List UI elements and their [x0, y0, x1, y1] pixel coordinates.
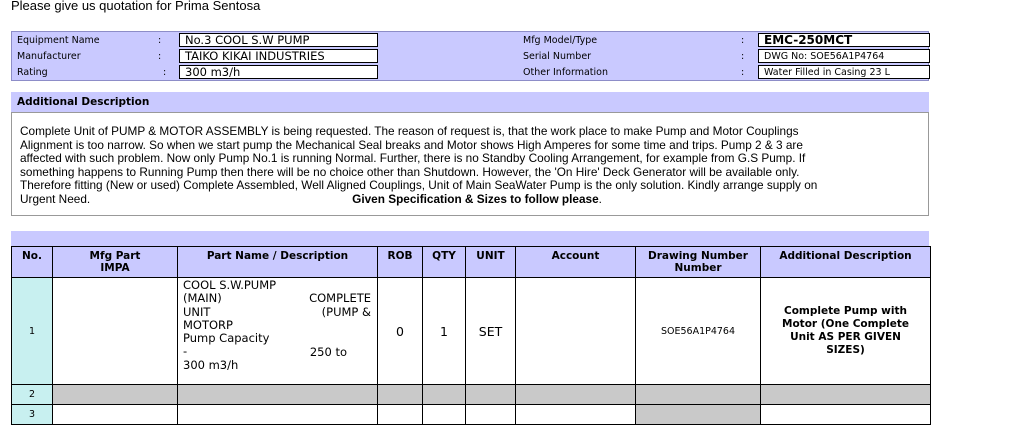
- description-period: .: [598, 191, 602, 206]
- part-line-left: (MAIN): [183, 291, 222, 306]
- description-line: Complete Unit of PUMP & MOTOR ASSEMBLY is being requested. The reason of request is, that the work place to make Pump and Motor Couplings: [20, 124, 799, 138]
- section-separator: [11, 231, 929, 246]
- mfg-part-cell[interactable]: [53, 405, 178, 425]
- table-row: [12, 405, 931, 425]
- header-no: No.: [12, 247, 53, 278]
- serial-number-label: Serial Number: [523, 51, 592, 62]
- additional-description-text: [20, 125, 920, 207]
- part-line-left: UNIT: [183, 304, 211, 319]
- description-line: something happens to Running Pump then there will be no choice other than Shutdown. However, the 'On Hire' Deck Generator will be available only.: [20, 164, 800, 179]
- header-unit: UNIT: [466, 247, 516, 278]
- rating-label: Rating: [17, 67, 48, 78]
- account-cell[interactable]: [516, 405, 636, 425]
- mfg-part-cell[interactable]: [53, 385, 178, 405]
- drawing-number-cell[interactable]: [636, 405, 761, 425]
- table-row: [12, 385, 931, 405]
- colon: :: [158, 51, 162, 62]
- rating-value: 300 m3/h: [179, 65, 378, 79]
- part-description-cell[interactable]: [178, 385, 378, 405]
- rob-cell[interactable]: [378, 405, 423, 425]
- part-line: [183, 346, 371, 359]
- qty-cell: 1: [423, 278, 466, 385]
- unit-cell: SET: [466, 278, 516, 385]
- unit-cell[interactable]: [466, 405, 516, 425]
- equipment-row-2: [12, 49, 928, 64]
- header-mfg-part-line1: Mfg Part: [89, 250, 141, 262]
- additional-description-box: [11, 112, 929, 216]
- header-rob: ROB: [378, 247, 423, 278]
- account-cell[interactable]: [516, 385, 636, 405]
- mfg-part-cell[interactable]: [53, 278, 178, 385]
- qty-cell[interactable]: [423, 385, 466, 405]
- equipment-info-panel: [11, 31, 929, 81]
- colon: :: [741, 51, 745, 62]
- row-number: 3: [12, 405, 53, 425]
- part-line: COOL S.W.PUMP: [183, 278, 277, 292]
- part-description-cell: [178, 278, 378, 385]
- qty-cell[interactable]: [423, 405, 466, 425]
- description-line: affected with such problem. Now only Pump No.1 is running Normal. Further, there is no Standby Cooling Arrangement, for example from G.S Pump. If: [20, 151, 806, 166]
- header-mfg-part-line2: IMPA: [100, 262, 130, 274]
- header-account: Account: [516, 247, 636, 278]
- manufacturer-label: Manufacturer: [17, 51, 81, 62]
- mfg-model-value: EMC-250MCT: [758, 33, 930, 47]
- description-bold-note: Given Specification & Sizes to follow please: [352, 191, 599, 206]
- drawing-number-cell: SOE56A1P4764: [636, 278, 761, 385]
- part-line-right: 250 to: [309, 344, 347, 359]
- equipment-row-1: [12, 33, 928, 48]
- description-line: Therefore fitting (New or used) Complete Assembled, Well Aligned Couplings, Unit of Main SeaWater Pump is the only solution. Kindly arrange supply on: [20, 178, 818, 193]
- header-drawing-line1: Drawing Number: [648, 250, 748, 262]
- part-line: MOTORP: [183, 317, 233, 332]
- page-heading: Please give us quotation for Prima Sentosa: [11, 0, 261, 13]
- mfg-model-label: Mfg Model/Type: [523, 35, 598, 46]
- part-line: 300 m3/h: [183, 358, 239, 373]
- description-urgent: Urgent Need.: [20, 191, 91, 206]
- part-line-right: (PUMP &: [321, 304, 371, 319]
- equipment-name-label: Equipment Name: [17, 35, 100, 46]
- header-mfg-part: [53, 247, 178, 278]
- additional-description-cell[interactable]: [761, 385, 931, 405]
- part-line-right: COMPLETE: [309, 291, 371, 306]
- colon: :: [163, 67, 167, 78]
- other-information-value: Water Filled in Casing 23 L: [758, 65, 930, 79]
- additional-description-heading: Additional Description: [11, 92, 929, 112]
- rob-cell[interactable]: [378, 385, 423, 405]
- table-row: [12, 278, 931, 385]
- header-drawing-line2: Number: [674, 262, 722, 274]
- description-line: Alignment is too narrow. So when we start pump the Mechanical Seal breaks and Motor shows High Amperes for some time and trips. Pump 2 & 3 are: [20, 137, 803, 152]
- header-part-name: Part Name / Description: [178, 247, 378, 278]
- colon: :: [741, 35, 745, 46]
- parts-table: [11, 246, 931, 425]
- rob-cell: 0: [378, 278, 423, 385]
- row-number: 1: [12, 278, 53, 385]
- header-qty: QTY: [423, 247, 466, 278]
- additional-description-cell: Complete Pump with Motor (One Complete Unit AS PER GIVEN SIZES): [761, 278, 931, 385]
- part-line-dash: -: [183, 344, 188, 359]
- part-description-cell[interactable]: [178, 405, 378, 425]
- equipment-row-3: [12, 65, 928, 80]
- table-header-row: [12, 247, 931, 278]
- other-information-label: Other Information: [523, 67, 608, 78]
- description-line-last: [20, 193, 920, 207]
- serial-number-value: DWG No: SOE56A1P4764: [758, 49, 930, 63]
- header-additional-description: Additional Description: [761, 247, 931, 278]
- manufacturer-value: TAIKO KIKAI INDUSTRIES: [179, 49, 378, 63]
- equipment-name-value: No.3 COOL S.W PUMP: [179, 33, 378, 47]
- part-line: [183, 292, 371, 305]
- part-line: [183, 306, 371, 319]
- row-number: 2: [12, 385, 53, 405]
- unit-cell[interactable]: [466, 385, 516, 405]
- additional-description-cell[interactable]: [761, 405, 931, 425]
- drawing-number-cell[interactable]: [636, 385, 761, 405]
- part-line: Pump Capacity: [183, 331, 270, 346]
- account-cell[interactable]: [516, 278, 636, 385]
- colon: :: [158, 35, 162, 46]
- header-drawing-number: [636, 247, 761, 278]
- colon: :: [741, 67, 745, 78]
